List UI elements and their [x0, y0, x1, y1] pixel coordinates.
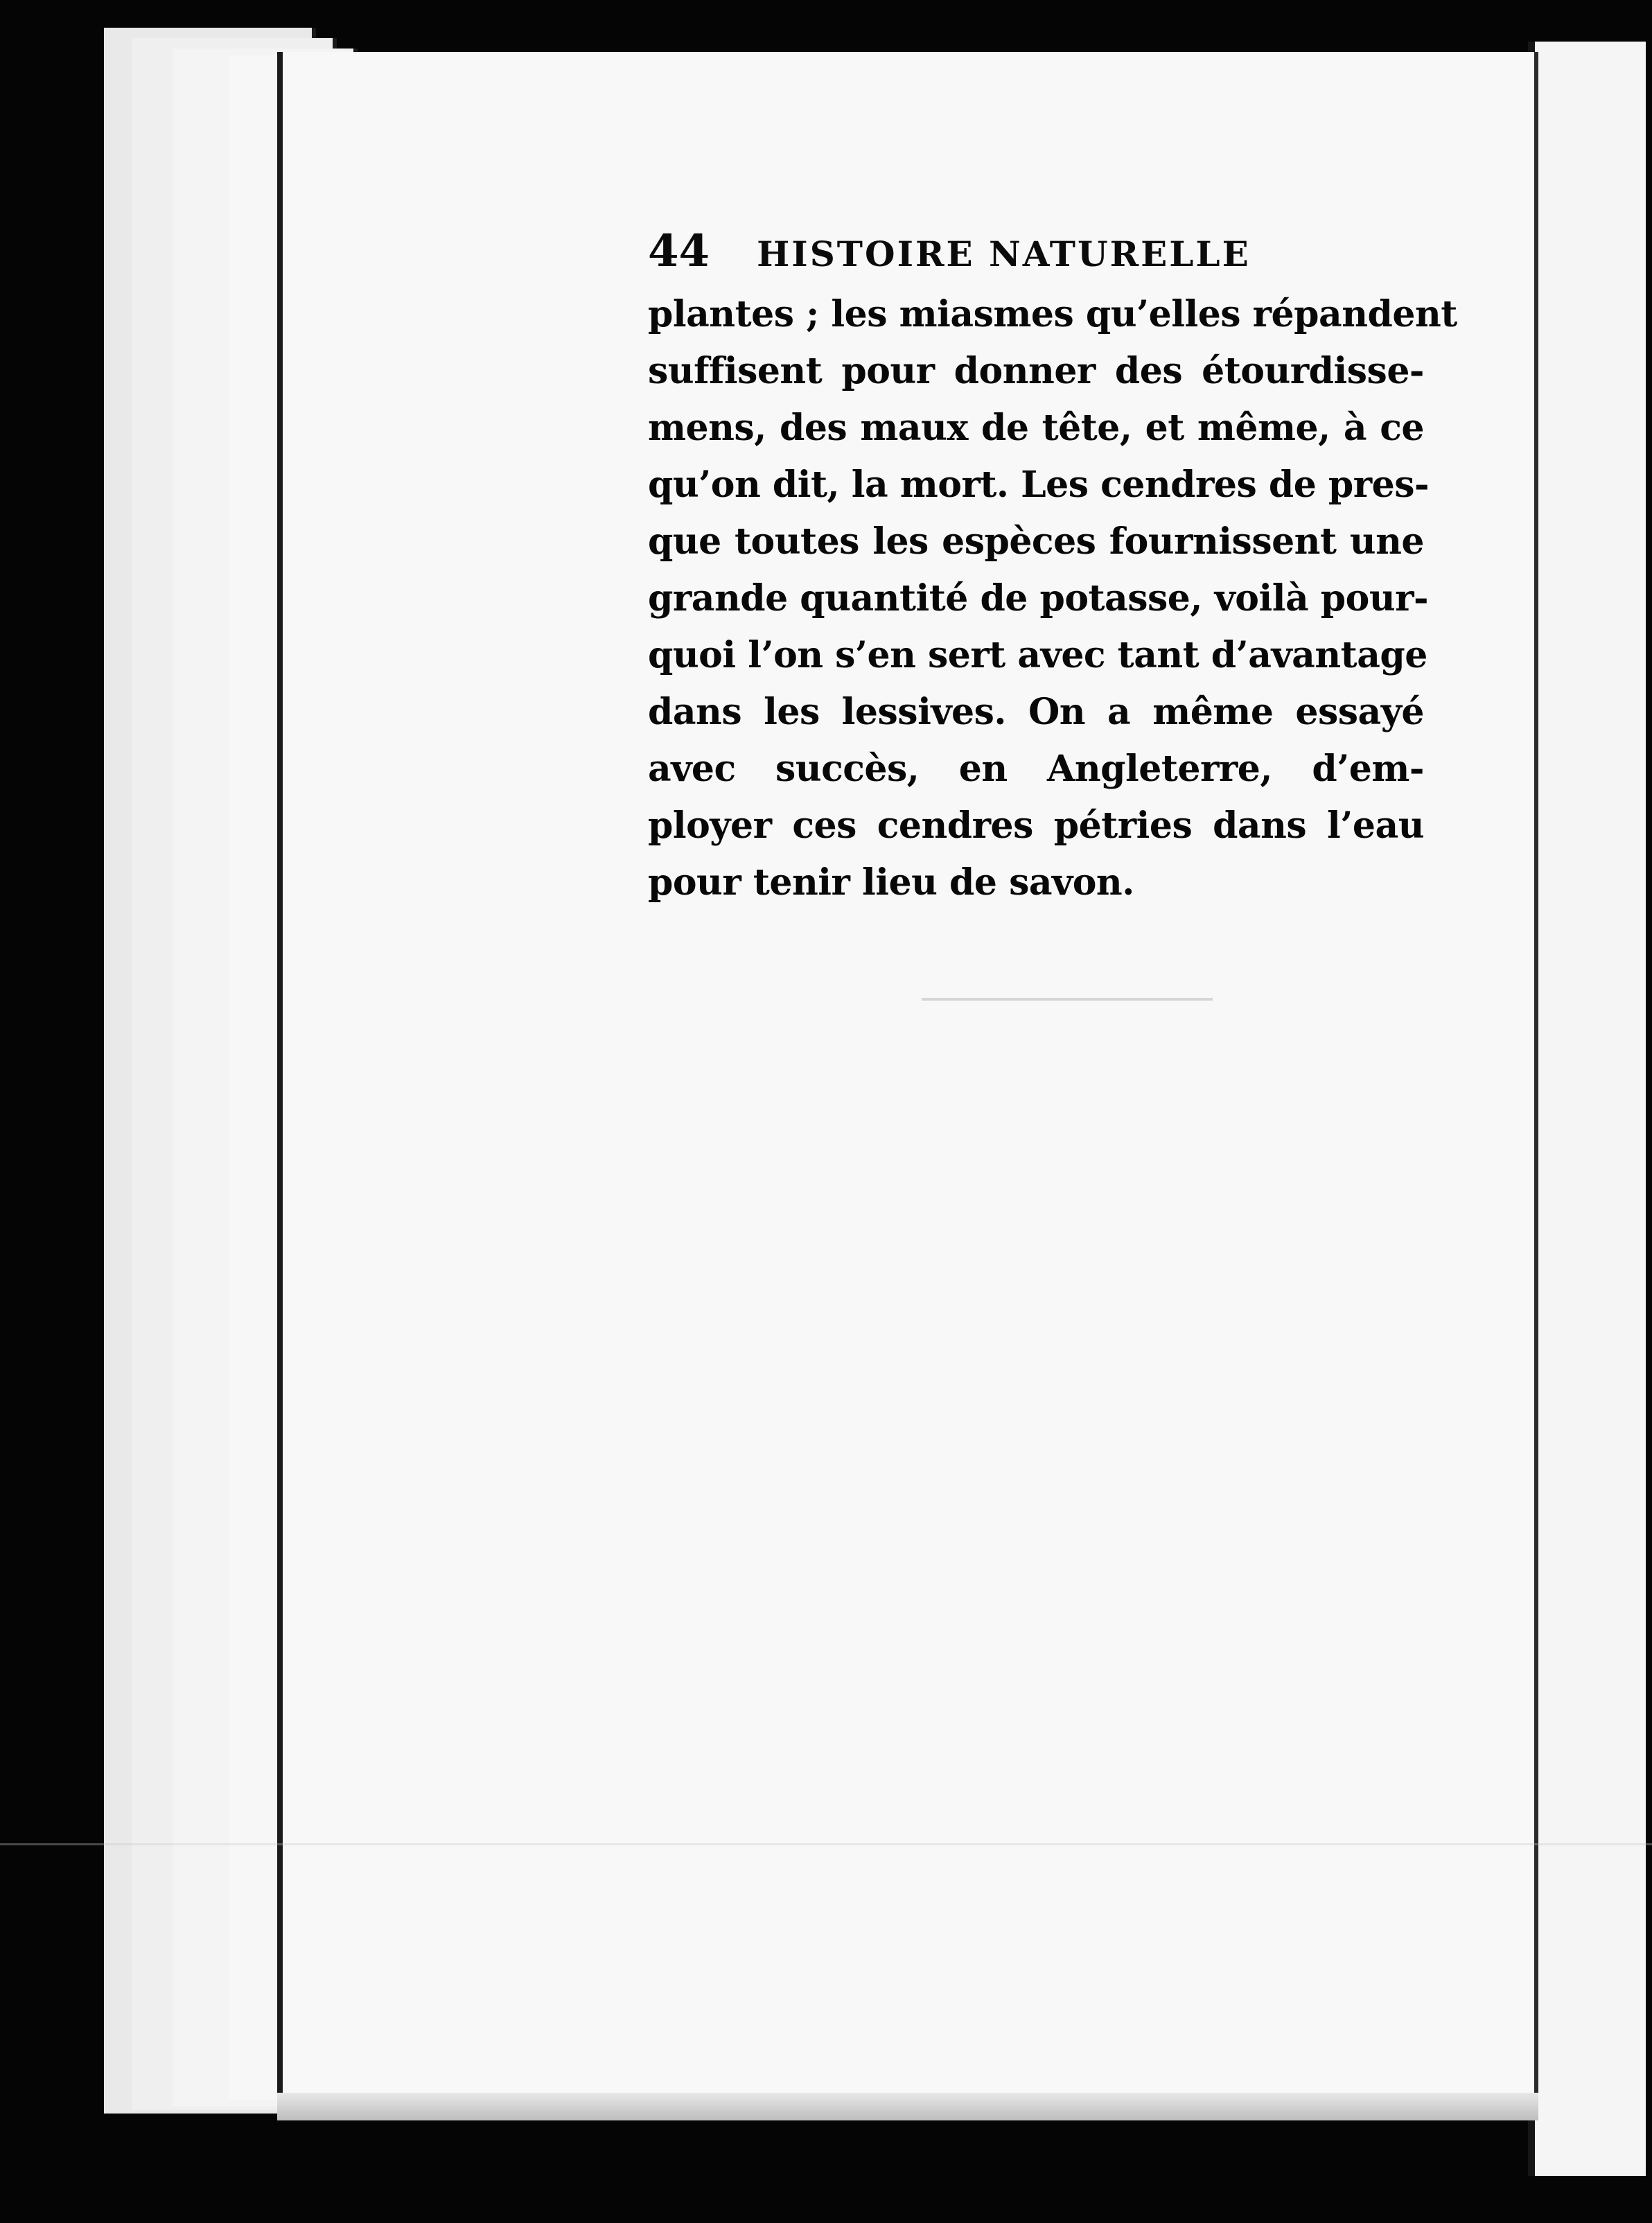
text-line: mens, des maux de tête, et même, à ce: [648, 407, 1424, 449]
text-line: ployer ces cendres pétries dans l’eau: [648, 805, 1424, 847]
scanner-artifact-line: [0, 1843, 1652, 1845]
text-line: grande quantité de potasse, voilà pour-: [648, 577, 1429, 620]
text-block: [648, 225, 1457, 911]
page-bottom-edge: [277, 2093, 1538, 2120]
text-line: dans les lessives. On a même essayé: [648, 691, 1424, 733]
text-line: suffisent pour donner des étourdisse-: [648, 350, 1424, 392]
text-line: qu’on dit, la mort. Les cendres de pres-: [648, 464, 1430, 506]
facing-page: [1528, 42, 1646, 2176]
running-head: [648, 225, 1424, 286]
text-line: que toutes les espèces fournissent une: [648, 520, 1424, 563]
running-title: HISTOIRE NATURELLE: [757, 234, 1251, 274]
text-line-last: pour tenir lieu de savon.: [648, 861, 1134, 904]
text-line: quoi l’on s’en sert avec tant d’avantage: [648, 634, 1427, 676]
text-line: avec succès, en Angleterre, d’em-: [648, 748, 1424, 790]
text-line: plantes ; les miasmes qu’elles répandent: [648, 293, 1457, 335]
page-number: 44: [648, 225, 710, 277]
bleed-through-rule: [922, 998, 1213, 1001]
